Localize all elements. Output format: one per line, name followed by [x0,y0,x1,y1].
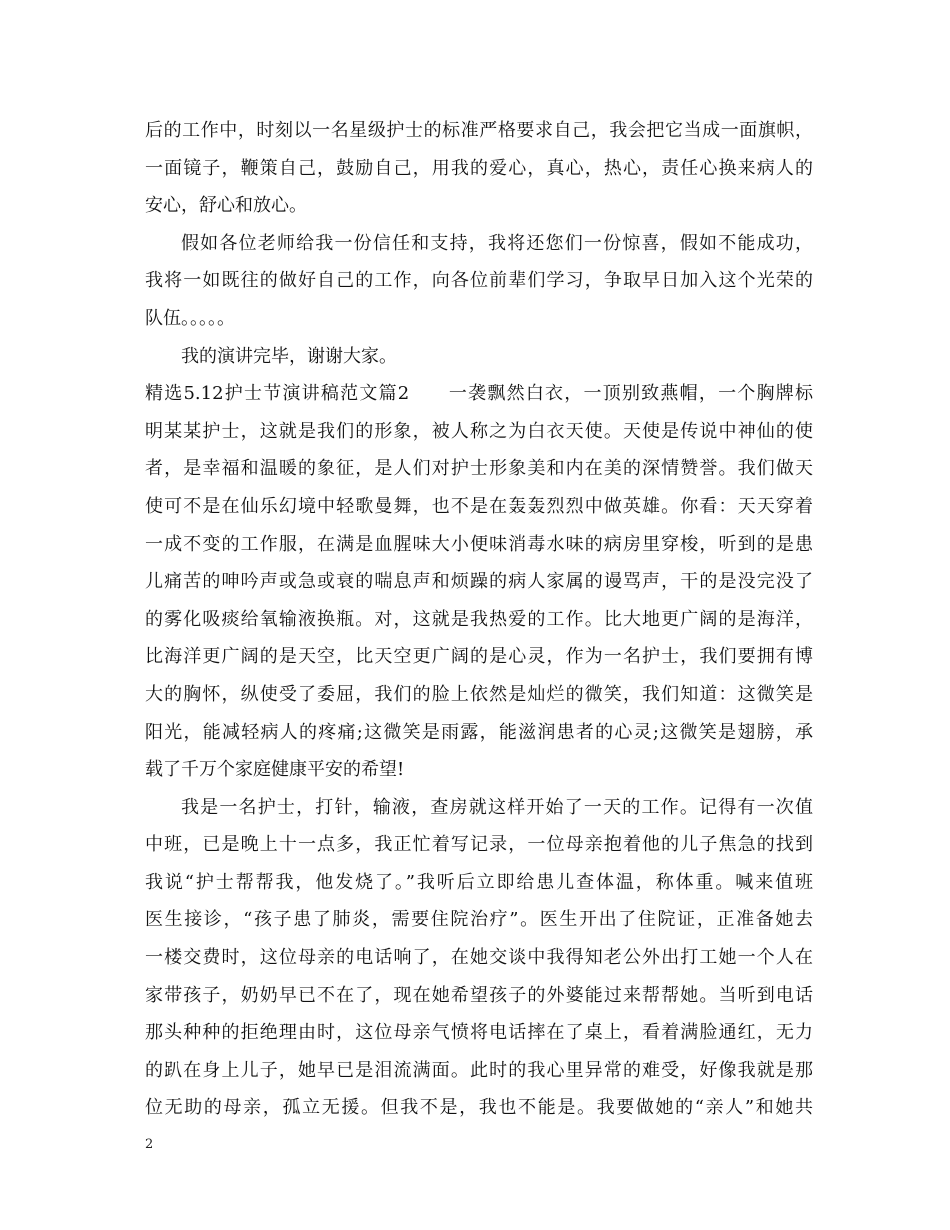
text-line: 我将一如既往的做好自己的工作，向各位前辈们学习，争取早日加入这个光荣的 [145,270,813,292]
page-number: 2 [145,1137,154,1152]
text-line: 假如各位老师给我一份信任和支持，我将还您们一份惊喜，假如不能成功， [181,232,813,254]
paragraph-closing [145,338,813,376]
text-line: 一面镜子，鞭策自己，鼓励自己，用我的爱心，真心，热心，责任心换来病人的 [145,157,813,179]
body-text [145,112,813,1127]
text-line: 那头种种的拒绝理由时，这位母亲气愤将电话摔在了桌上，看着满脸通红，无力 [145,1022,813,1044]
text-line: 大的胸怀，纵使受了委屈，我们的脸上依然是灿烂的微笑，我们知道：这微笑是 [145,683,813,705]
text-line: 者，是幸福和温暖的象征，是人们对护士形象美和内在美的深情赞誉。我们做天 [145,458,813,480]
text-line: 载了千万个家庭健康平安的希望! [145,759,405,781]
paragraph-continuation [145,112,813,225]
paragraph-trust [145,225,813,338]
text-line: 家带孩子，奶奶早已不在了，现在她希望孩子的外婆能过来帮帮她。当听到电话 [145,984,813,1006]
paragraph-speech-2 [145,375,813,789]
text-line: 的雾化吸痰给氧输液换瓶。对，这就是我热爱的工作。比大地更广阔的是海洋， [145,608,813,630]
text-line: 医生接诊，“孩子患了肺炎，需要住院治疗”。医生开出了住院证，正准备她去 [145,909,813,931]
text-line: 安心，舒心和放心。 [145,195,307,217]
paragraph-night-shift [145,789,813,1127]
text-line: 中班，已是晚上十一点多，我正忙着写记录，一位母亲抱着他的儿子焦急的找到 [145,834,813,856]
text-line: 我的演讲完毕，谢谢大家。 [181,345,397,367]
text-line: 我说“护士帮帮我，他发烧了。”我听后立即给患儿查体温，称体重。喊来值班 [145,871,813,893]
text-line: 阳光，能减轻病人的疼痛;这微笑是雨露，能滋润患者的心灵;这微笑是翅膀，承 [145,721,813,743]
text-line: 一楼交费时，这位母亲的电话响了，在她交谈中我得知老公外出打工她一个人在 [145,947,813,969]
text-line: 比海洋更广阔的是天空，比天空更广阔的是心灵，作为一名护士，我们要拥有博 [145,646,813,668]
text-line: 使可不是在仙乐幻境中轻歌曼舞，也不是在轰轰烈烈中做英雄。你看：天天穿着 [145,495,813,517]
text-line: 位无助的母亲，孤立无援。但我不是，我也不能是。我要做她的“亲人”和她共 [145,1097,813,1119]
text-line: 后的工作中，时刻以一名星级护士的标准严格要求自己，我会把它当成一面旗帜， [145,120,813,141]
text-line: 儿痛苦的呻吟声或急或衰的喘息声和烦躁的病人家属的谩骂声，干的是没完没了 [145,571,813,593]
text-line: 明某某护士，这就是我们的形象，被人称之为白衣天使。天使是传说中神仙的使 [145,420,813,442]
text-line: 我是一名护士，打针，输液，查房就这样开始了一天的工作。记得有一次值 [181,796,813,818]
text-line: 精选5.12护士节演讲稿范文篇2 一袭飘然白衣，一顶别致燕帽，一个胸牌标 [145,383,813,405]
text-line: 队伍。。。。。 [145,307,235,329]
text-line: 的趴在身上儿子，她早已是泪流满面。此时的我心里异常的难受，好像我就是那 [145,1059,813,1081]
text-line: 一成不变的工作服，在满是血腥味大小便味消毒水味的病房里穿梭，听到的是患 [145,533,813,555]
